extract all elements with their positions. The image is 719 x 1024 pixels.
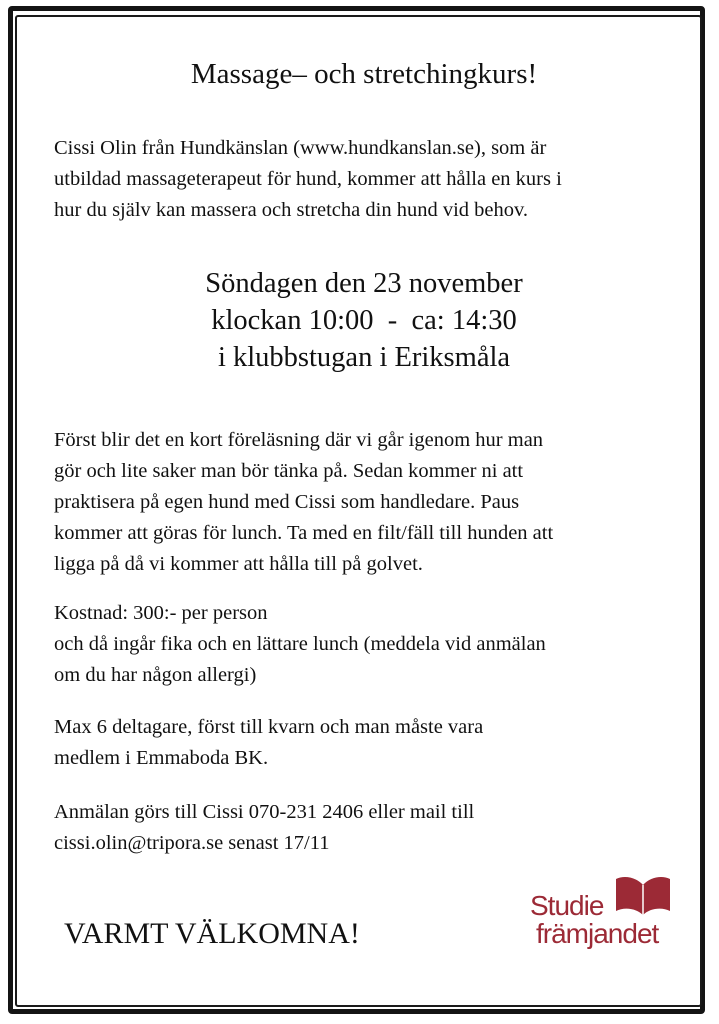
- cost-paragraph: [54, 598, 674, 691]
- open-book-icon: [614, 875, 672, 917]
- text-line: Cissi Olin från Hundkänslan (www.hundkanslan.se), som är: [54, 137, 547, 159]
- event-date: Söndagen den 23 november: [205, 268, 523, 299]
- event-time: klockan 10:00 - ca: 14:30: [211, 305, 517, 336]
- event-place: i klubbstugan i Eriksmåla: [217, 342, 511, 373]
- text-line: Först blir det en kort föreläsning där vi går igenom hur man: [54, 429, 544, 451]
- text-line: gör och lite saker man bör tänka på. Sedan kommer ni att: [54, 460, 524, 482]
- text-line: Max 6 deltagare, först till kvarn och man måste vara: [54, 716, 484, 738]
- text-line: medlem i Emmaboda BK.: [54, 747, 269, 769]
- text-line: och då ingår fika och en lättare lunch (meddela vid anmälan: [54, 633, 546, 655]
- participants-paragraph: [54, 712, 674, 774]
- text-line: utbildad massageterapeut för hund, kommer att hålla en kurs i: [54, 168, 562, 190]
- event-details: [54, 265, 674, 376]
- welcome-heading: VARMT VÄLKOMNA!: [64, 917, 360, 950]
- text-line: hur du själv kan massera och stretcha din hund vid behov.: [54, 199, 529, 221]
- page-title: Massage– och stretchingkurs!: [190, 58, 538, 90]
- text-line: ligga på då vi kommer att hålla till på golvet.: [54, 553, 423, 575]
- description-paragraph: [54, 425, 674, 580]
- text-line: praktisera på egen hund med Cissi som handledare. Paus: [54, 491, 520, 513]
- intro-paragraph: [54, 133, 674, 226]
- text-line: Anmälan görs till Cissi 070-231 2406 eller mail till: [54, 801, 475, 823]
- logo-text-line1: Studie: [530, 890, 604, 921]
- signup-paragraph: [54, 797, 674, 859]
- text-line: om du har någon allergi): [54, 664, 257, 686]
- studiefrämjandet-logo: [530, 873, 675, 958]
- text-line: kommer att göras för lunch. Ta med en filt/fäll till hunden att: [54, 522, 554, 544]
- text-line: cissi.olin@tripora.se senast 17/11: [54, 832, 330, 854]
- logo-text-line2: främjandet: [536, 918, 659, 949]
- text-line: Kostnad: 300:- per person: [54, 602, 268, 624]
